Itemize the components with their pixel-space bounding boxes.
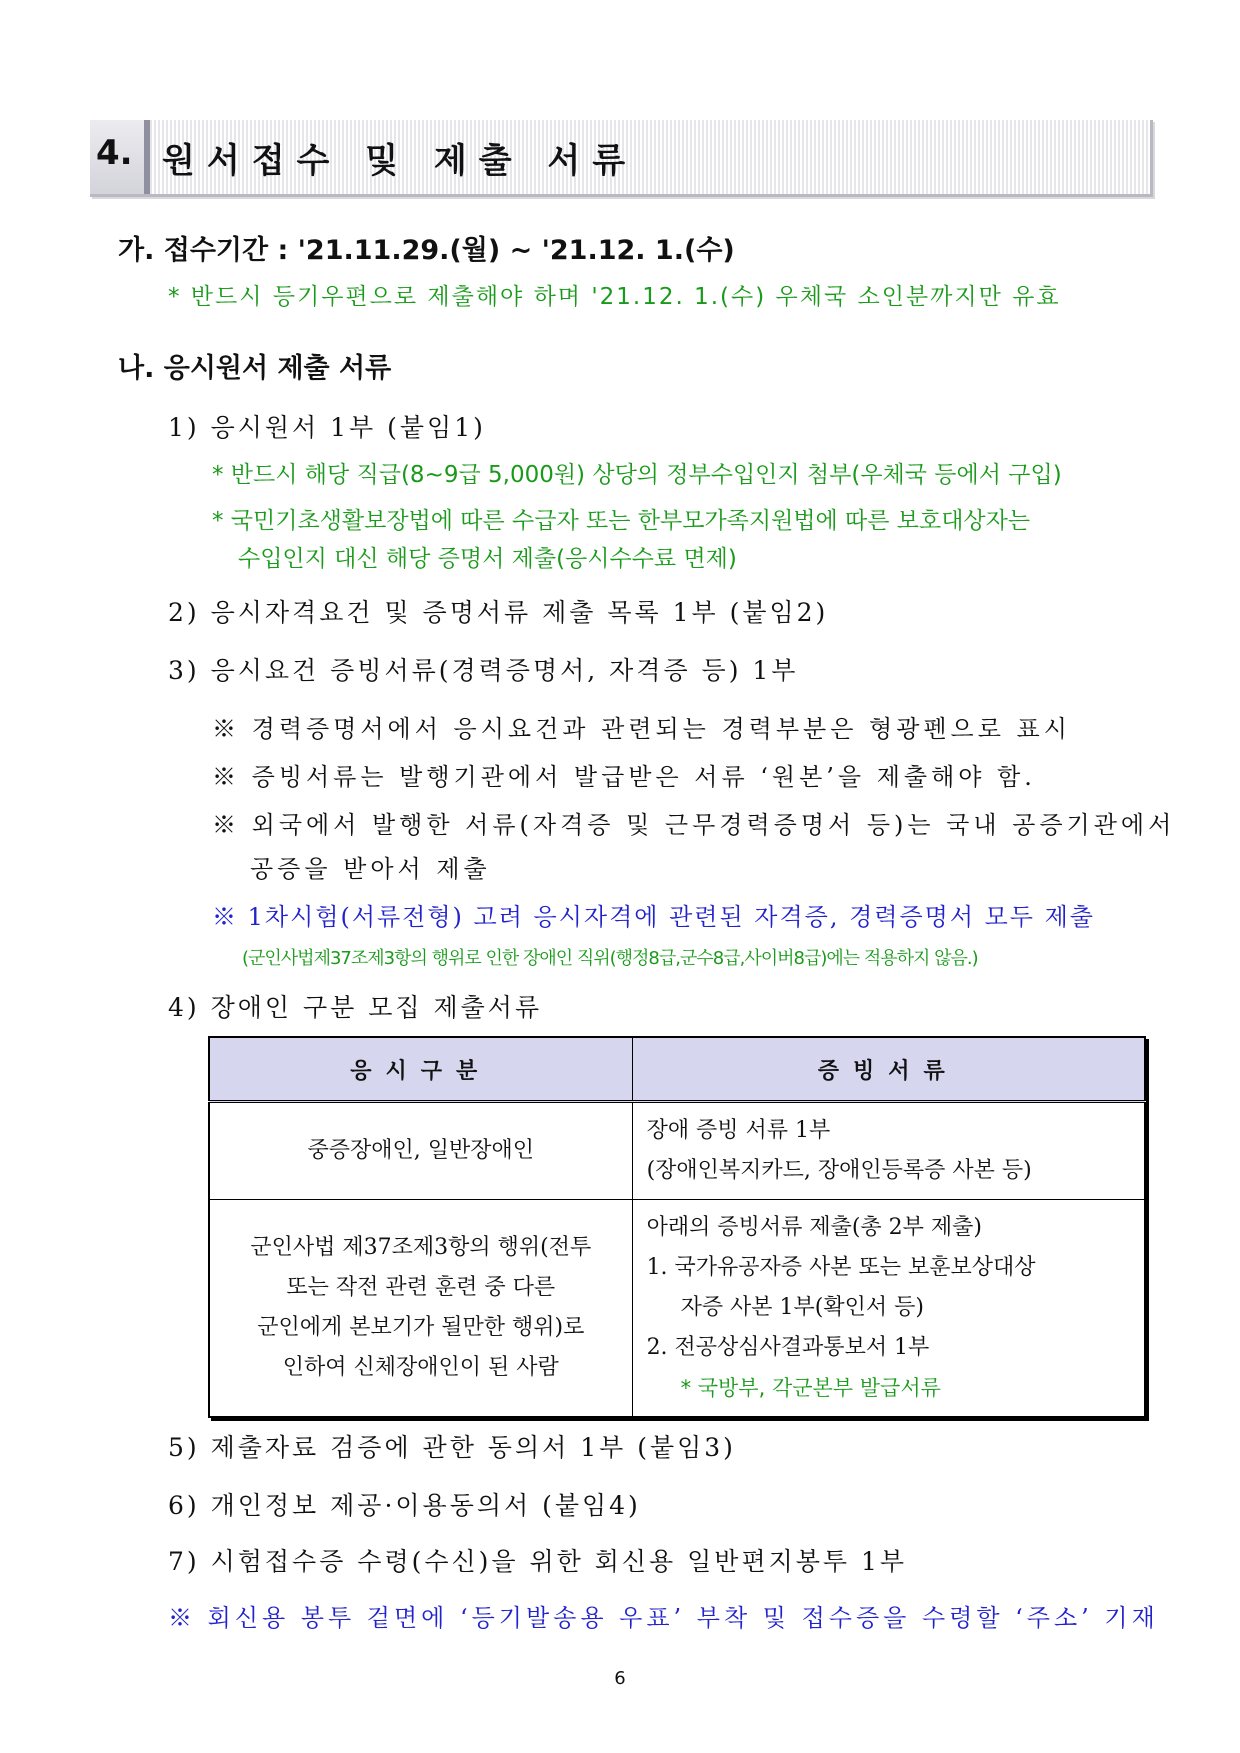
- table-cell-category-1: [209, 1102, 632, 1200]
- doc-item-7: 7) 시험접수증 수령(수신)을 위한 회신용 일반편지봉투 1부: [168, 1547, 908, 1576]
- docs-heading: 나. 응시원서 제출 서류: [118, 353, 392, 384]
- doc-item-1: 1) 응시원서 1부 (붙임1): [168, 413, 486, 442]
- doc-item-3-ref-4: ※ 1차시험(서류전형) 고려 응시자격에 관련된 자격증, 경력증명서 모두 제출: [212, 903, 1095, 931]
- section-title: 원서접수 및 제출 서류: [162, 141, 638, 181]
- doc-item-1-note-1: * 반드시 해당 직급(8~9급 5,000원) 상당의 정부수입인지 첨부(우체국 등에서 구입): [212, 462, 1062, 488]
- table-header-row: [209, 1037, 1145, 1102]
- doc-item-6: 6) 개인정보 제공·이용동의서 (붙임4): [168, 1491, 641, 1520]
- table-header-category: 응시구분: [209, 1037, 632, 1102]
- doc-item-3: 3) 응시요건 증빙서류(경력증명서, 자격증 등) 1부: [168, 656, 799, 685]
- cell-line: 아래의 증빙서류 제출(총 2부 제출): [646, 1215, 982, 1240]
- doc-item-1-note-2-cont: 수입인지 대신 해당 증명서 제출(응시수수료 면제): [238, 546, 737, 572]
- page-number: 6: [614, 1668, 626, 1689]
- doc-item-3-ref-4-sub: (군인사법제37조제3항의 행위로 인한 장애인 직위(행정8급,군수8급,사이버8급)에는 적용하지 않음.): [242, 948, 978, 969]
- cell-note: * 국방부, 각군본부 발급서류: [680, 1376, 941, 1400]
- cell-line: 군인사법 제37조제3항의 행위(전투: [250, 1235, 592, 1260]
- cell-line: 군인에게 본보기가 될만한 행위)로: [257, 1315, 585, 1340]
- doc-item-4: 4) 장애인 구분 모집 제출서류: [168, 993, 543, 1022]
- doc-item-1-note-2: * 국민기초생활보장법에 따른 수급자 또는 한부모가족지원법에 따른 보호대상자는: [212, 508, 1031, 534]
- final-note: ※ 회신용 봉투 겉면에 ‘등기발송용 우표’ 부착 및 접수증을 수령할 ‘주소’ 기재: [168, 1604, 1159, 1632]
- period-heading: 가. 접수기간 : '21.11.29.(월) ~ '21.12. 1.(수): [118, 235, 735, 266]
- doc-item-5: 5) 제출자료 검증에 관한 동의서 1부 (붙임3): [168, 1433, 736, 1462]
- cell-line: 또는 작전 관련 훈련 중 다른: [286, 1275, 556, 1300]
- table-row: [209, 1102, 1145, 1200]
- cell-line: 자증 사본 1부(확인서 등): [680, 1295, 924, 1320]
- cell-line: 1. 국가유공자증 사본 또는 보훈보상대상: [646, 1255, 1036, 1280]
- doc-item-3-ref-3-cont: 공증을 받아서 제출: [250, 855, 491, 883]
- cell-line: 인하여 신체장애인이 된 사람: [282, 1355, 559, 1380]
- doc-item-3-ref-2: ※ 증빙서류는 발행기관에서 발급받은 서류 ‘원본’을 제출해야 함.: [212, 763, 1036, 791]
- table-cell-category-2: [209, 1200, 632, 1418]
- section-number: 4.: [96, 133, 133, 173]
- cell-line: (장애인복지카드, 장애인등록증 사본 등): [646, 1158, 1032, 1183]
- disability-docs-table: [208, 1036, 1146, 1418]
- doc-item-2: 2) 응시자격요건 및 증명서류 제출 목록 1부 (붙임2): [168, 598, 829, 627]
- cell-line: 2. 전공상심사결과통보서 1부: [646, 1335, 930, 1360]
- cell-text: 중증장애인, 일반장애인: [307, 1138, 535, 1163]
- table-cell-evidence-1: [632, 1102, 1145, 1200]
- table-row: [209, 1200, 1145, 1418]
- doc-item-3-ref-3: ※ 외국에서 발행한 서류(자격증 및 근무경력증명서 등)는 국내 공증기관에서: [212, 811, 1176, 839]
- table-header-evidence: 증빙서류: [632, 1037, 1145, 1102]
- table-cell-evidence-2: [632, 1200, 1145, 1418]
- cell-line: 장애 증빙 서류 1부: [646, 1118, 831, 1143]
- doc-item-3-ref-1: ※ 경력증명서에서 응시요건과 관련되는 경력부분은 형광펜으로 표시: [212, 715, 1071, 743]
- period-note: * 반드시 등기우편으로 제출해야 하며 '21.12. 1.(수) 우체국 소인분까지만 유효: [168, 284, 1061, 310]
